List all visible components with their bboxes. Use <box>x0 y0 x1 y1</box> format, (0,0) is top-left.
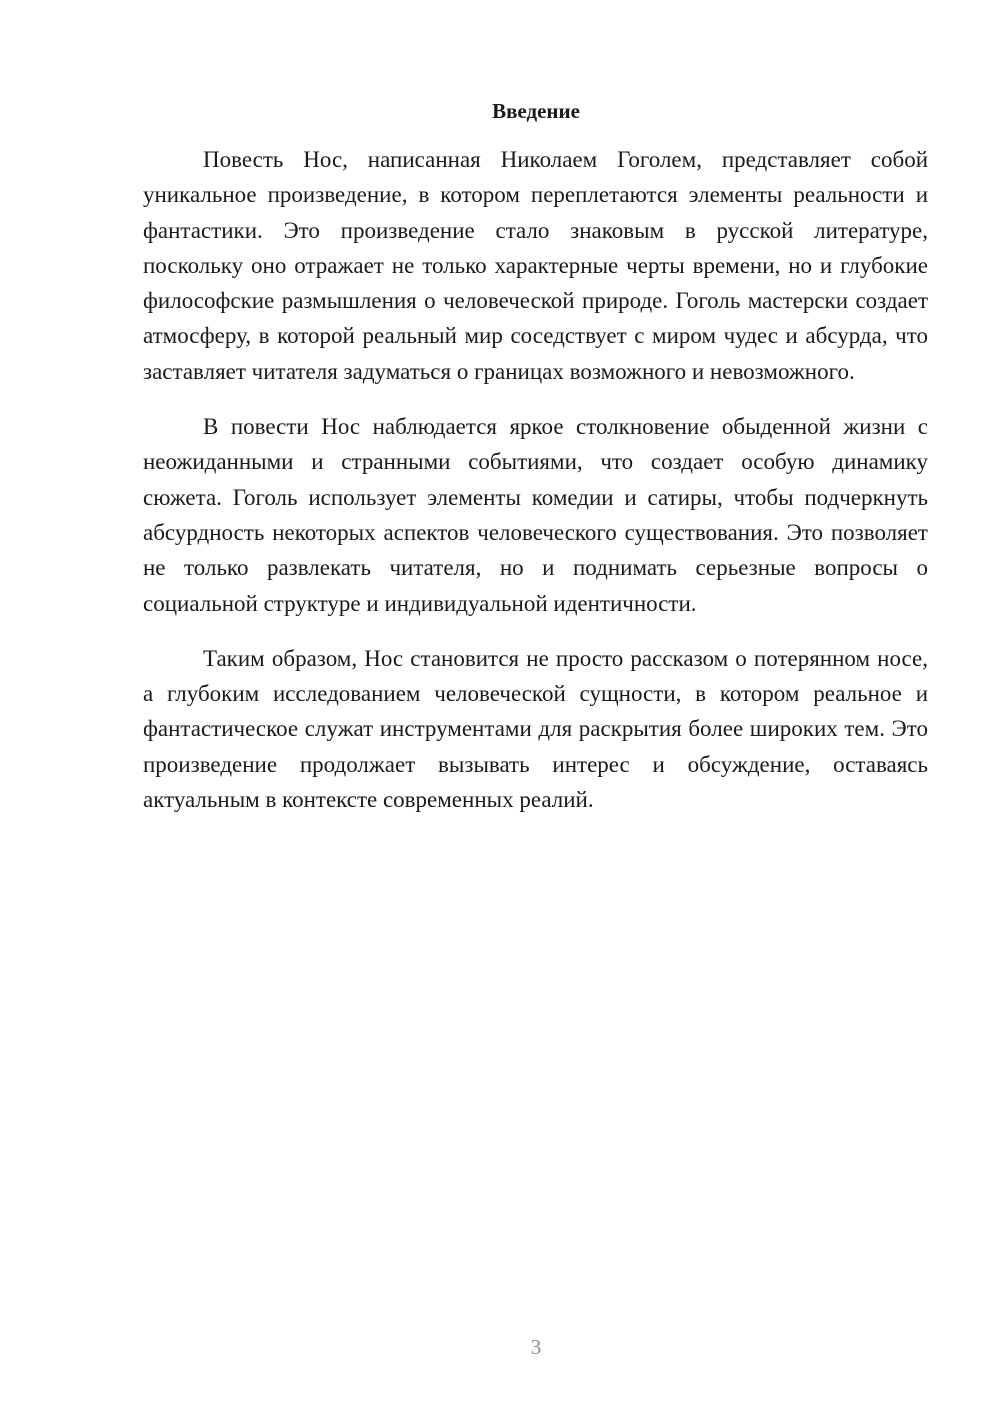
paragraph-3: Таким образом, Нос становится не просто рассказом о потерянном носе, а глубоким исследованием человеческой сущности, в котором реальное и фантастическое служат инструментами для раскрытия более широких тем. Это произведение продолжает вызывать интерес и обсуждение, оставаясь актуальным в контексте современных реалий. <box>143 645 928 813</box>
body-text <box>143 142 928 837</box>
paragraph-1: Повесть Нос, написанная Николаем Гоголем, представляет собой уникальное произведение, в котором переплетаются элементы реальности и фантастики. Это произведение стало знаковым в русской литературе, поскольку оно отражает не только характерные черты времени, но и глубокие философские размышления о человеческой природе. Гоголь мастерски создает атмосферу, в которой реальный мир соседствует с миром чудес и абсурда, что заставляет читателя задуматься о границах возможного и невозможного. <box>143 147 928 384</box>
section-heading: Введение <box>492 99 580 123</box>
paragraph-2: В повести Нос наблюдается яркое столкновение обыденной жизни с неожиданными и странными событиями, что создает особую динамику сюжета. Гоголь использует элементы комедии и сатиры, чтобы подчеркнуть абсурдность некоторых аспектов человеческого существования. Это позволяет не только развлекать читателя, но и поднимать серьезные вопросы о социальной структуре и индивидуальной идентичности. <box>143 414 928 616</box>
page-number: 3 <box>530 1335 542 1359</box>
